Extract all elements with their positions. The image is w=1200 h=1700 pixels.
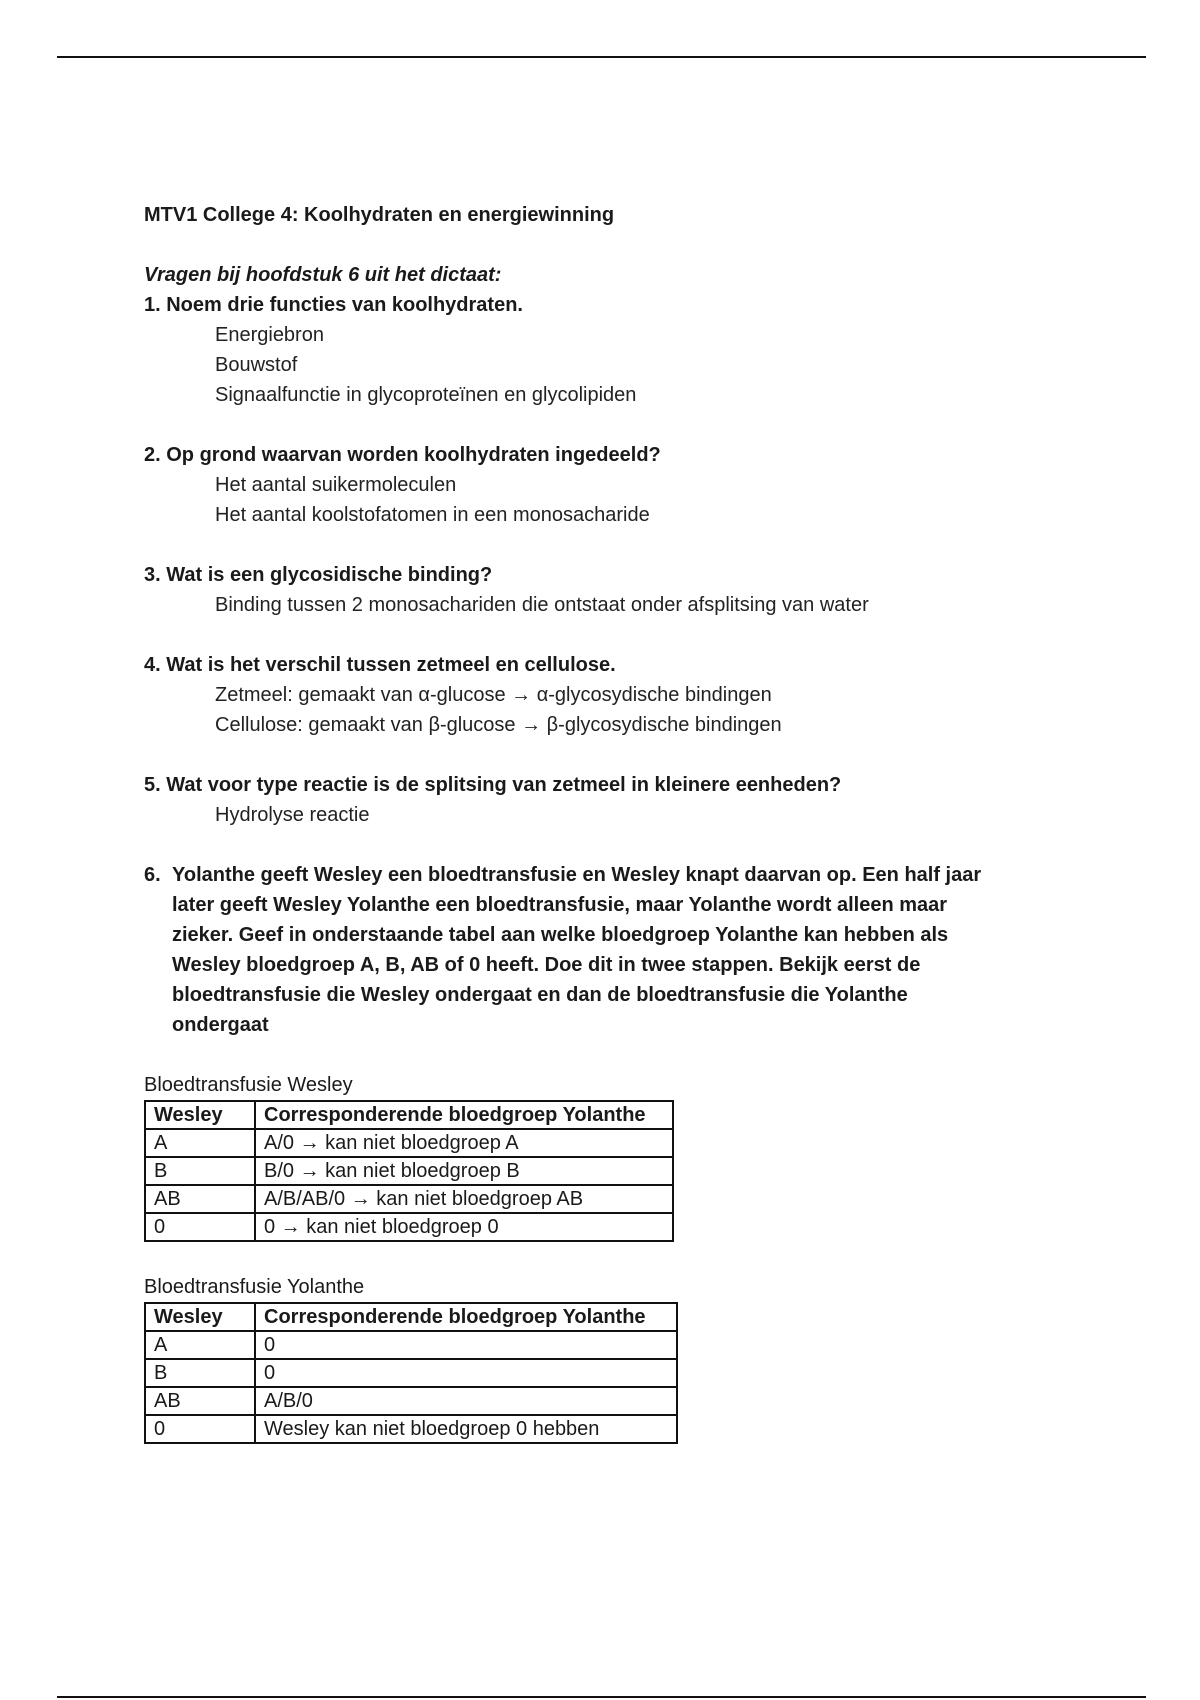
table-cell: A/B/AB/0 → kan niet bloedgroep AB	[255, 1185, 673, 1213]
table-cell: AB	[145, 1387, 255, 1415]
table-cell: B/0 → kan niet bloedgroep B	[255, 1157, 673, 1185]
answer-line: Binding tussen 2 monosachariden die ontstaat onder afsplitsing van water	[215, 594, 869, 616]
question-6	[144, 860, 1044, 1040]
table-header-cell: Corresponderende bloedgroep Yolanthe	[255, 1101, 673, 1129]
answer-line: Energiebron	[215, 324, 324, 346]
table-cell: A	[145, 1129, 255, 1157]
question-6-line: zieker. Geef in onderstaande tabel aan welke bloedgroep Yolanthe kan hebben als	[172, 924, 949, 946]
question-6-line: bloedtransfusie die Wesley ondergaat en dan de bloedtransfusie die Yolanthe	[172, 984, 908, 1006]
answer-line: Hydrolyse reactie	[215, 804, 370, 826]
table-cell: B	[145, 1359, 255, 1387]
table-row	[145, 1331, 677, 1359]
table-row	[145, 1387, 677, 1415]
question-5: 5. Wat voor type reactie is de splitsing van zetmeel in kleinere eenheden?	[144, 774, 842, 796]
table-cell: 0	[145, 1415, 255, 1443]
table-header-cell: Corresponderende bloedgroep Yolanthe	[255, 1303, 677, 1331]
table-header-row	[145, 1101, 673, 1129]
table-cell: A/0 → kan niet bloedgroep A	[255, 1129, 673, 1157]
answer-line: Zetmeel: gemaakt van α-glucose → α-glycosydische bindingen	[215, 684, 772, 706]
document-title: MTV1 College 4: Koolhydraten en energiewinning	[144, 204, 615, 226]
table-row	[145, 1359, 677, 1387]
table-row	[145, 1213, 673, 1241]
table-caption-wesley: Bloedtransfusie Wesley	[144, 1074, 353, 1096]
table-row	[145, 1157, 673, 1185]
answer-line: Signaalfunctie in glycoproteïnen en glycolipiden	[215, 384, 637, 406]
answer-line: Bouwstof	[215, 354, 298, 376]
table-header-cell: Wesley	[145, 1101, 255, 1129]
answer-line: Cellulose: gemaakt van β-glucose → β-glycosydische bindingen	[215, 714, 782, 736]
question-6-number: 6.	[144, 864, 161, 886]
table-cell: B	[145, 1157, 255, 1185]
answer-line: Het aantal suikermoleculen	[215, 474, 457, 496]
table-header-cell: Wesley	[145, 1303, 255, 1331]
question-6-line: later geeft Wesley Yolanthe een bloedtransfusie, maar Yolanthe wordt alleen maar	[172, 894, 948, 916]
table-cell: 0	[145, 1213, 255, 1241]
question-6-line: ondergaat	[172, 1014, 269, 1036]
document-body	[144, 200, 1044, 1444]
table-row	[145, 1415, 677, 1443]
table-cell: 0 → kan niet bloedgroep 0	[255, 1213, 673, 1241]
question-6-line: Wesley bloedgroep A, B, AB of 0 heeft. Doe dit in twee stappen. Bekijk eerst de	[172, 954, 921, 976]
question-6-line: Yolanthe geeft Wesley een bloedtransfusie en Wesley knapt daarvan op. Een half jaar	[172, 864, 982, 886]
table-row	[145, 1185, 673, 1213]
table-row	[145, 1129, 673, 1157]
table-cell: A/B/0	[255, 1387, 677, 1415]
table-cell: Wesley kan niet bloedgroep 0 hebben	[255, 1415, 677, 1443]
question-4: 4. Wat is het verschil tussen zetmeel en cellulose.	[144, 654, 616, 676]
table-cell: A	[145, 1331, 255, 1359]
footer-rule	[57, 1696, 1146, 1698]
table-cell: 0	[255, 1359, 677, 1387]
table-cell: AB	[145, 1185, 255, 1213]
table-caption-yolanthe: Bloedtransfusie Yolanthe	[144, 1276, 365, 1298]
question-1: 1. Noem drie functies van koolhydraten.	[144, 294, 523, 316]
table-header-row	[145, 1303, 677, 1331]
header-rule	[57, 56, 1146, 58]
question-6-text	[172, 860, 1044, 1040]
answer-line: Het aantal koolstofatomen in een monosacharide	[215, 504, 650, 526]
question-3: 3. Wat is een glycosidische binding?	[144, 564, 493, 586]
table-transfusion-yolanthe	[144, 1302, 678, 1444]
question-2: 2. Op grond waarvan worden koolhydraten ingedeeld?	[144, 444, 661, 466]
section-subtitle: Vragen bij hoofdstuk 6 uit het dictaat:	[144, 264, 502, 286]
table-transfusion-wesley	[144, 1100, 674, 1242]
table-cell: 0	[255, 1331, 677, 1359]
